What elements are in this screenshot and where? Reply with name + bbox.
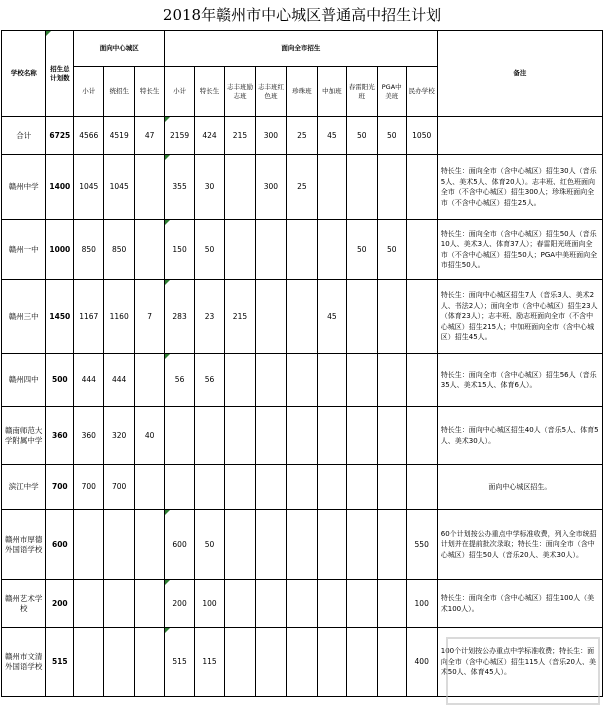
school-name-cell: 赣州三中 <box>2 280 46 354</box>
note-cell: 特长生：面向中心城区招生40人（音乐5人、体育5人、美术30人）。 <box>437 407 602 465</box>
mb-cell <box>406 280 437 354</box>
c_tal-cell <box>135 354 165 407</box>
total-cell: 600 <box>46 510 74 580</box>
c_sub-cell: 4566 <box>74 117 104 155</box>
c_uni-cell: 320 <box>104 407 135 465</box>
c_uni-cell: 700 <box>104 465 135 510</box>
mb-cell <box>406 354 437 407</box>
hs-cell <box>255 580 286 628</box>
yg-cell <box>346 465 377 510</box>
table-row <box>2 117 603 155</box>
hs-cell <box>255 220 286 280</box>
c_sub-cell: 1045 <box>74 155 104 220</box>
header-center-group: 面向中心城区 <box>74 31 165 67</box>
total-cell: 6725 <box>46 117 74 155</box>
c_tal-cell: 47 <box>135 117 165 155</box>
c_sub-cell <box>74 510 104 580</box>
c_sub-cell: 1167 <box>74 280 104 354</box>
hs-cell <box>255 510 286 580</box>
note-cell: 60个计划按公办重点中学标准收费，列入全市统招计划并在提前批次录取；特长生：面向全市（含中心城区）招生50人（音乐20人、美术30人）。 <box>437 510 602 580</box>
pga-cell <box>377 465 406 510</box>
zy-cell <box>224 354 255 407</box>
header-zhiyuan: 志丰班励志班 <box>224 67 255 117</box>
c_tal-cell <box>135 628 165 697</box>
c_tal-cell <box>135 465 165 510</box>
q_sub-cell: 150 <box>165 220 195 280</box>
hs-cell <box>255 407 286 465</box>
watermark-logo <box>446 637 600 705</box>
total-cell: 360 <box>46 407 74 465</box>
mb-cell: 550 <box>406 510 437 580</box>
note-cell: 面向中心城区招生。 <box>437 465 602 510</box>
zz-cell <box>286 407 317 465</box>
mb-cell: 400 <box>406 628 437 697</box>
zj-cell <box>317 510 346 580</box>
note-cell: 特长生：面向全市（含中心城区）招生50人（音乐10人、美术3人、体育37人）；春雷阳光班面向全市（不含中心城区）招生50人；PGA中美班面向全市招生50人。 <box>437 220 602 280</box>
table-row <box>2 280 603 354</box>
zy-cell: 215 <box>224 117 255 155</box>
table-row <box>2 155 603 220</box>
q_tal-cell: 115 <box>195 628 225 697</box>
header-pga: PGA中美班 <box>377 67 406 117</box>
q_sub-cell: 515 <box>165 628 195 697</box>
pga-cell: 50 <box>377 220 406 280</box>
zy-cell: 215 <box>224 280 255 354</box>
zy-cell <box>224 465 255 510</box>
yg-cell <box>346 510 377 580</box>
header-center-subtotal: 小计 <box>74 67 104 117</box>
header-city-talent: 特长生 <box>195 67 225 117</box>
zj-cell <box>317 628 346 697</box>
c_uni-cell <box>104 580 135 628</box>
hs-cell <box>255 354 286 407</box>
note-cell: 100个计划按公办重点中学标准收费；特长生：面向全市（含中心城区）招生115人（音乐20人、美术50人、体育45人）。 <box>437 628 602 697</box>
c_sub-cell <box>74 580 104 628</box>
pga-cell <box>377 155 406 220</box>
note-cell: 特长生：面向中心城区招生7人（音乐3人、美术2人、书法2人）；面向全市（含中心城区）招生23人（体育23人）；志丰班、励志班面向全市（不含中心城区）招生215人；中加班面向全市（含中心城区）招生45人。 <box>437 280 602 354</box>
zj-cell <box>317 580 346 628</box>
c_uni-cell: 4519 <box>104 117 135 155</box>
pga-cell <box>377 628 406 697</box>
c_sub-cell: 850 <box>74 220 104 280</box>
c_uni-cell: 1045 <box>104 155 135 220</box>
mb-cell <box>406 220 437 280</box>
school-name-cell: 赣州中学 <box>2 155 46 220</box>
yg-cell <box>346 628 377 697</box>
c_uni-cell: 1160 <box>104 280 135 354</box>
c_tal-cell <box>135 580 165 628</box>
note-cell <box>437 117 602 155</box>
c_uni-cell: 444 <box>104 354 135 407</box>
q_sub-cell: 56 <box>165 354 195 407</box>
mb-cell: 1050 <box>406 117 437 155</box>
hs-cell <box>255 465 286 510</box>
header-yangguang: 春雷阳光班 <box>346 67 377 117</box>
school-name-cell: 赣州市厚德外国语学校 <box>2 510 46 580</box>
q_tal-cell <box>195 465 225 510</box>
q_tal-cell <box>195 407 225 465</box>
zj-cell <box>317 465 346 510</box>
pga-cell <box>377 280 406 354</box>
note-cell: 特长生：面向全市（含中心城区）招生56人（音乐35人、美术15人、体育6人）。 <box>437 354 602 407</box>
pga-cell <box>377 407 406 465</box>
c_tal-cell <box>135 510 165 580</box>
hs-cell <box>255 628 286 697</box>
hs-cell: 300 <box>255 117 286 155</box>
q_tal-cell: 30 <box>195 155 225 220</box>
zz-cell: 25 <box>286 155 317 220</box>
q_sub-cell: 200 <box>165 580 195 628</box>
zy-cell <box>224 155 255 220</box>
school-name-cell: 赣州艺术学校 <box>2 580 46 628</box>
yg-cell: 50 <box>346 220 377 280</box>
total-cell: 1400 <box>46 155 74 220</box>
zy-cell <box>224 407 255 465</box>
q_tal-cell: 424 <box>195 117 225 155</box>
school-name-cell: 赣南师范大学附属中学 <box>2 407 46 465</box>
total-cell: 700 <box>46 465 74 510</box>
q_sub-cell: 2159 <box>165 117 195 155</box>
note-cell: 特长生：面向全市（含中心城区）招生30人（音乐5人、美术5人、体育20人）。志丰班、红色班面向全市（不含中心城区）招生300人；珍珠班面向全市（不含中心城区）招生25人。 <box>437 155 602 220</box>
school-name-cell: 滨江中学 <box>2 465 46 510</box>
c_tal-cell <box>135 220 165 280</box>
mb-cell <box>406 465 437 510</box>
header-zhenzhu: 珍珠班 <box>286 67 317 117</box>
zy-cell <box>224 220 255 280</box>
zz-cell <box>286 628 317 697</box>
c_uni-cell <box>104 628 135 697</box>
q_sub-cell: 600 <box>165 510 195 580</box>
zz-cell: 25 <box>286 117 317 155</box>
q_tal-cell: 50 <box>195 510 225 580</box>
c_sub-cell: 360 <box>74 407 104 465</box>
header-zhongjia: 中加班 <box>317 67 346 117</box>
hs-cell: 300 <box>255 155 286 220</box>
pga-cell: 50 <box>377 117 406 155</box>
q_sub-cell: 355 <box>165 155 195 220</box>
header-hongse: 志丰班红色班 <box>255 67 286 117</box>
pga-cell <box>377 354 406 407</box>
zj-cell: 45 <box>317 117 346 155</box>
yg-cell <box>346 155 377 220</box>
table-row <box>2 220 603 280</box>
header-school: 学校名称 <box>2 31 46 117</box>
yg-cell <box>346 354 377 407</box>
table-row <box>2 510 603 580</box>
q_sub-cell <box>165 465 195 510</box>
table-row <box>2 580 603 628</box>
c_sub-cell: 700 <box>74 465 104 510</box>
zj-cell <box>317 407 346 465</box>
enrollment-table <box>1 30 603 697</box>
c_tal-cell: 7 <box>135 280 165 354</box>
c_sub-cell: 444 <box>74 354 104 407</box>
header-city-subtotal: 小计 <box>165 67 195 117</box>
mb-cell <box>406 155 437 220</box>
yg-cell <box>346 580 377 628</box>
zz-cell <box>286 280 317 354</box>
zz-cell <box>286 580 317 628</box>
mb-cell: 100 <box>406 580 437 628</box>
zj-cell <box>317 155 346 220</box>
yg-cell <box>346 280 377 354</box>
total-cell: 1450 <box>46 280 74 354</box>
mb-cell <box>406 407 437 465</box>
table-row <box>2 354 603 407</box>
q_tal-cell: 23 <box>195 280 225 354</box>
q_tal-cell: 56 <box>195 354 225 407</box>
yg-cell <box>346 407 377 465</box>
school-name-cell: 赣州四中 <box>2 354 46 407</box>
total-cell: 500 <box>46 354 74 407</box>
c_tal-cell <box>135 155 165 220</box>
c_tal-cell: 40 <box>135 407 165 465</box>
school-name-cell: 合计 <box>2 117 46 155</box>
total-cell: 1000 <box>46 220 74 280</box>
pga-cell <box>377 510 406 580</box>
zj-cell <box>317 220 346 280</box>
header-city-group: 面向全市招生 <box>165 31 438 67</box>
pga-cell <box>377 580 406 628</box>
header-note: 备注 <box>437 31 602 117</box>
q_tal-cell: 100 <box>195 580 225 628</box>
zz-cell <box>286 465 317 510</box>
table-row <box>2 407 603 465</box>
zz-cell <box>286 220 317 280</box>
zj-cell: 45 <box>317 280 346 354</box>
zy-cell <box>224 580 255 628</box>
header-center-talent: 特长生 <box>135 67 165 117</box>
note-cell: 特长生：面向全市（含中心城区）招生100人（美术100人）。 <box>437 580 602 628</box>
zz-cell <box>286 354 317 407</box>
header-total: 招生总计划数 <box>46 31 74 117</box>
header-minban: 民办学校 <box>406 67 437 117</box>
q_tal-cell: 50 <box>195 220 225 280</box>
c_uni-cell <box>104 510 135 580</box>
c_uni-cell: 850 <box>104 220 135 280</box>
page-title: 2018年赣州市中心城区普通高中招生计划 <box>162 6 442 24</box>
q_sub-cell: 283 <box>165 280 195 354</box>
total-cell: 200 <box>46 580 74 628</box>
hs-cell <box>255 280 286 354</box>
header-unified: 统招生 <box>104 67 135 117</box>
zy-cell <box>224 628 255 697</box>
school-name-cell: 赣州一中 <box>2 220 46 280</box>
c_sub-cell <box>74 628 104 697</box>
school-name-cell: 赣州市文清外国语学校 <box>2 628 46 697</box>
zj-cell <box>317 354 346 407</box>
zz-cell <box>286 510 317 580</box>
zy-cell <box>224 510 255 580</box>
yg-cell: 50 <box>346 117 377 155</box>
total-cell: 515 <box>46 628 74 697</box>
table-row <box>2 465 603 510</box>
q_sub-cell <box>165 407 195 465</box>
